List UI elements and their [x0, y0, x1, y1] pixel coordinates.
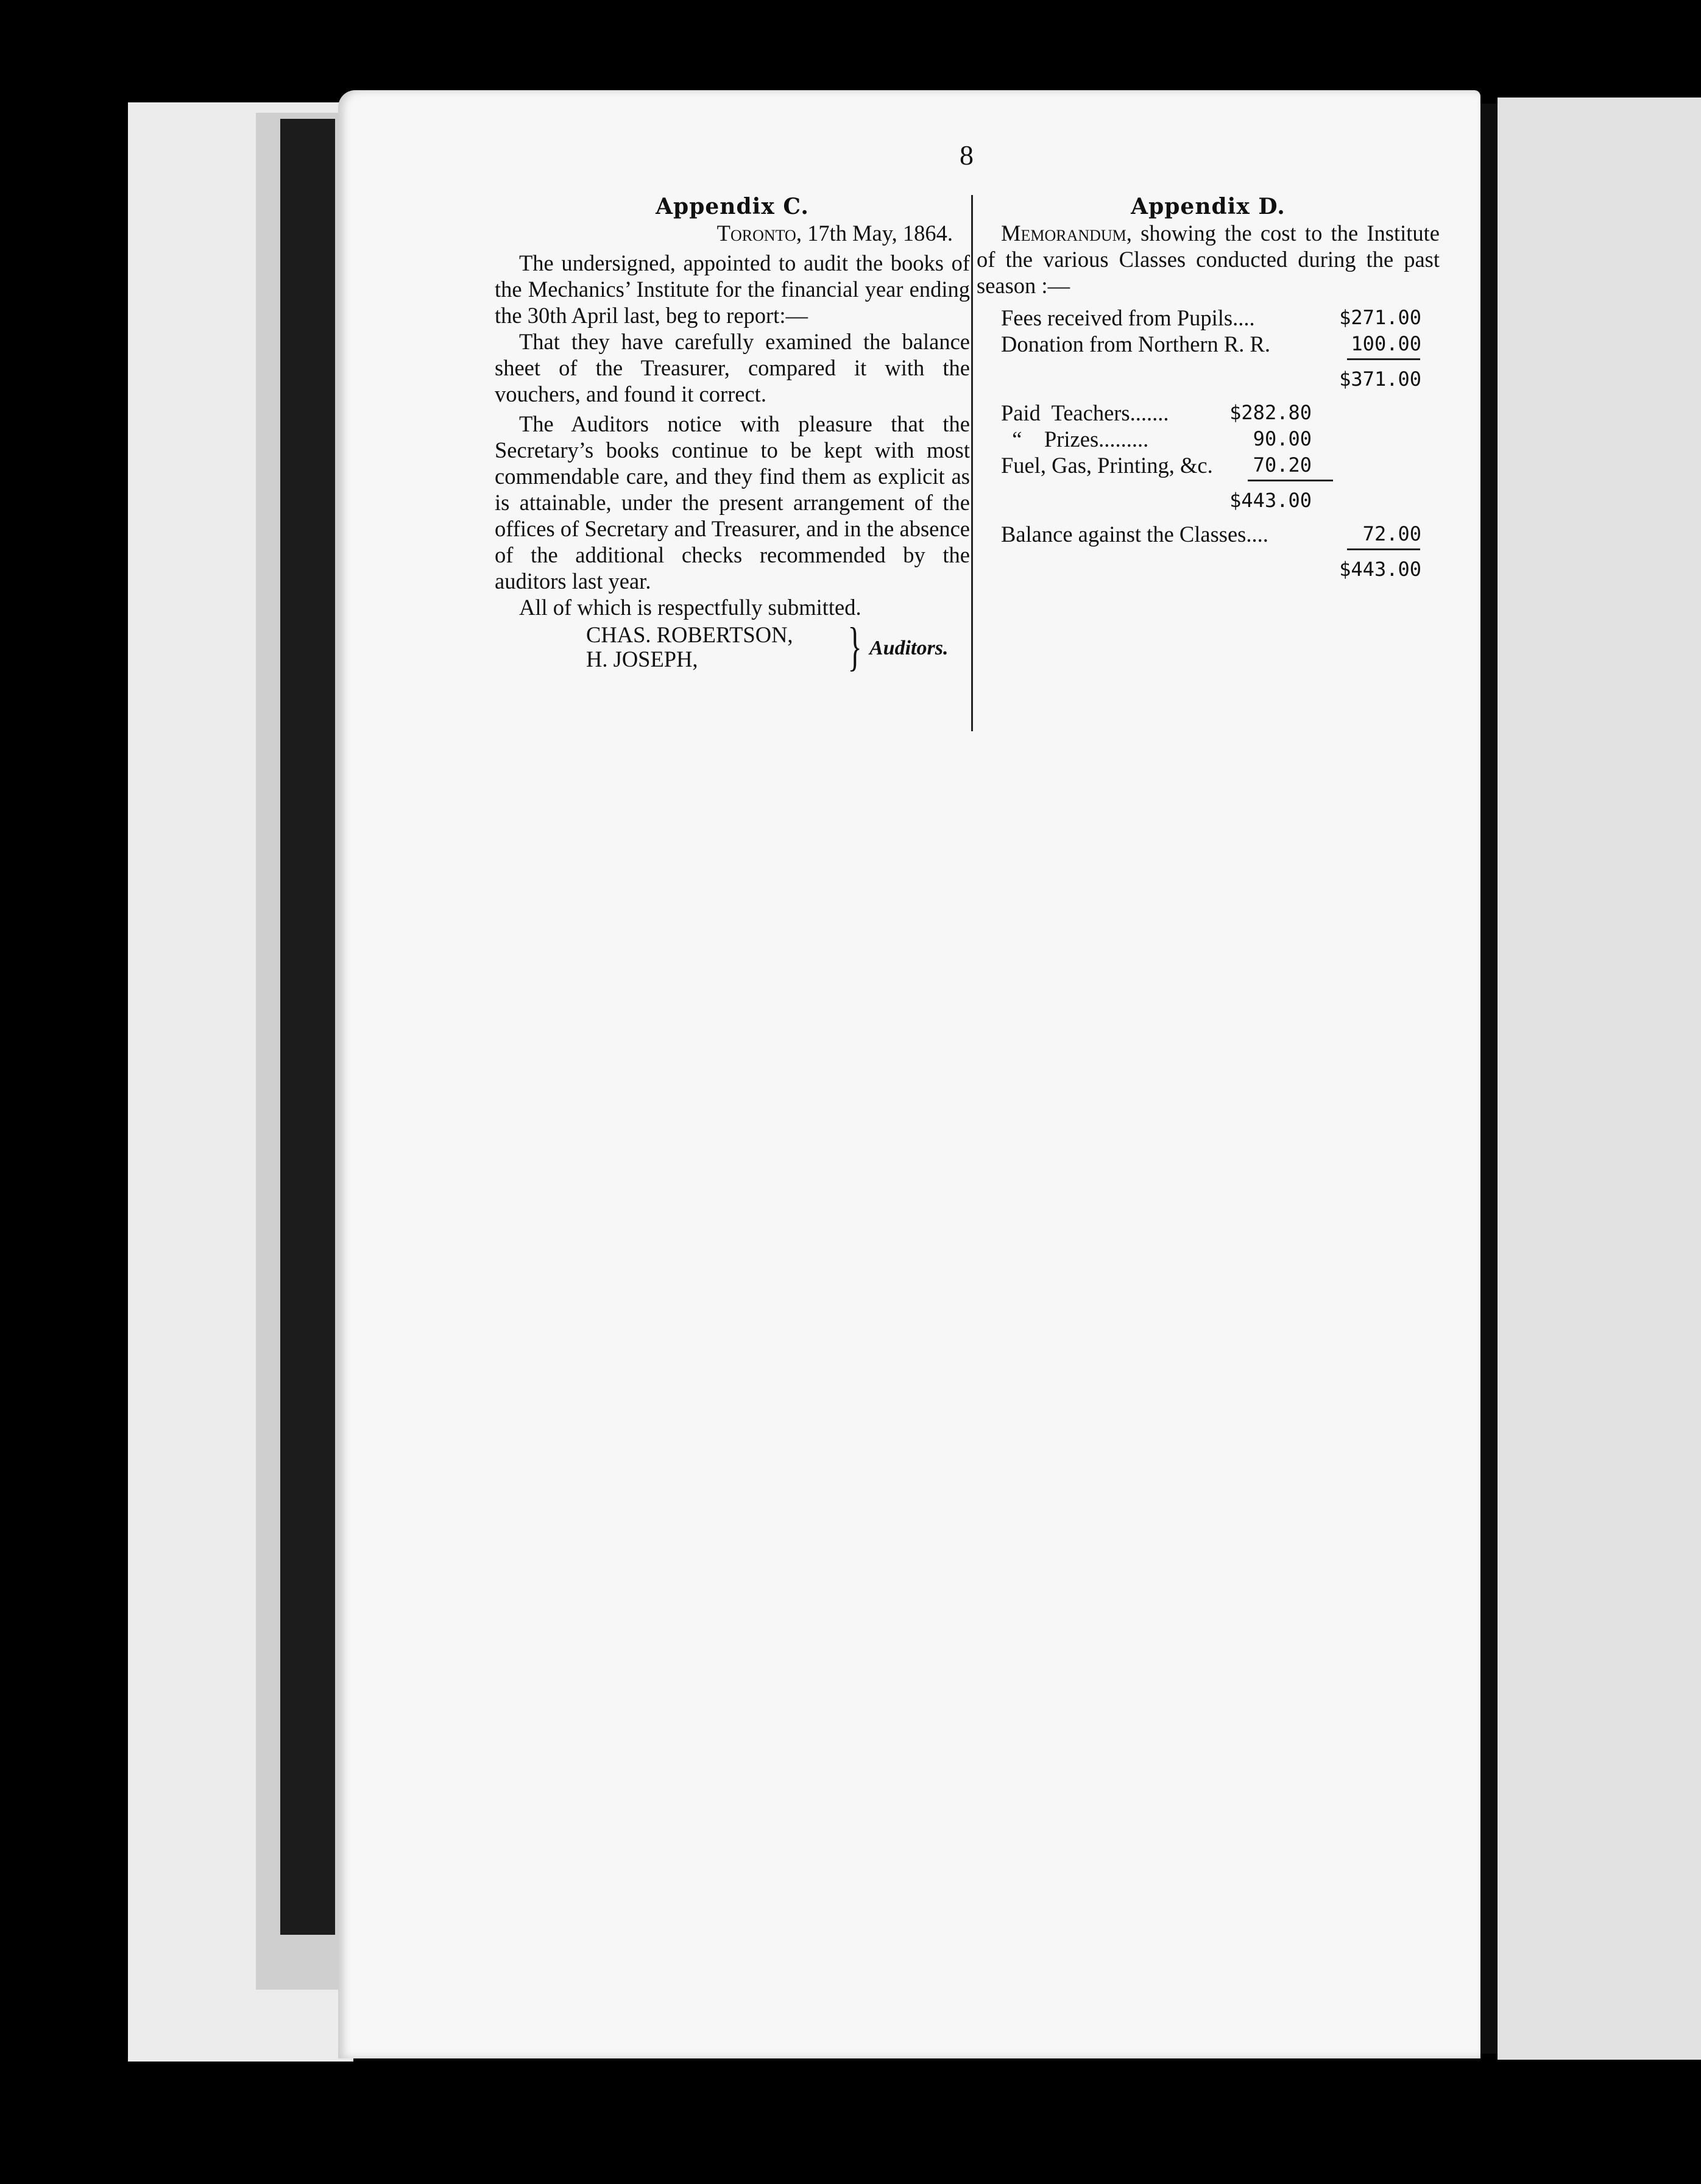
balance-label: Balance against the Classes.... [1001, 522, 1268, 547]
expenses-total-row [977, 488, 1440, 514]
signatory-1: CHAS. ROBERTSON, [586, 622, 793, 647]
memorandum-text: , showing the cost to the Institute of the various Classes conducted during the past season :— [977, 221, 1440, 298]
ledger-label: Fuel, Gas, Printing, &c. [1001, 453, 1213, 478]
appendix-c [495, 194, 970, 676]
ledger-row [977, 305, 1440, 331]
auditors-label: Auditors. [869, 637, 949, 659]
grand-total: $443.00 [1339, 558, 1421, 581]
ledger-row [977, 452, 1440, 478]
appendix-c-heading: Appendix C. [656, 194, 809, 219]
paragraph-1: The undersigned, appointed to audit the books of the Mechanics’ Institute for the financial year ending the 30th April last, beg to report:— [495, 250, 970, 328]
balance-amount: 72.00 [1362, 522, 1421, 545]
ledger-amount: 100.00 [1351, 332, 1421, 355]
total-rule [1248, 480, 1333, 481]
appendix-d [977, 194, 1440, 583]
total-rule [1347, 358, 1420, 360]
facing-page [1498, 98, 1701, 2060]
dateline-date: , 17th May, 1864. [796, 221, 953, 246]
signature-block [495, 617, 970, 676]
signatory-2: H. JOSEPH, [586, 647, 698, 672]
page-edge-shadow [280, 119, 335, 1935]
ledger-label: Donation from Northern R. R. [1001, 332, 1270, 356]
ledger-row [977, 400, 1440, 426]
paragraph-3: The Auditors notice with pleasure that the Secretary’s books continue to be kept with most commendable care, and they find them as explicit as is attainable, under the present arrangement of the offices of Secretary and Treasurer, and in the absence of the additional checks recommended by the auditors last year. [495, 411, 970, 594]
memorandum-intro [977, 220, 1440, 299]
receipts-total-row [977, 366, 1440, 392]
grand-total-row [977, 556, 1440, 583]
dateline-place: Toronto [716, 221, 796, 246]
ledger-label: “ Prizes......... [1001, 427, 1149, 452]
balance-row [977, 521, 1440, 547]
paragraph-2: That they have carefully examined the balance sheet of the Treasurer, compared it with the vouchers, and found it correct. [495, 329, 970, 406]
column-divider [971, 195, 973, 731]
paragraph-4: All of which is respectfully submitted. [519, 595, 861, 620]
brace-glyph: } [847, 617, 862, 676]
total-rule [1347, 548, 1420, 550]
appendix-d-heading: Appendix D. [1131, 194, 1285, 219]
ledger-amount: $271.00 [1339, 306, 1421, 329]
ledger-label: Paid Teachers....... [1001, 400, 1169, 425]
expenses-total: $443.00 [1229, 489, 1312, 512]
ledger-amount: 70.20 [1253, 453, 1312, 477]
ledger-label: Fees received from Pupils.... [1001, 305, 1255, 330]
memorandum-caps: Memorandum [1001, 221, 1126, 246]
ledger-amount: $282.80 [1229, 401, 1312, 424]
ledger-amount: 90.00 [1253, 427, 1312, 450]
receipts-total: $371.00 [1339, 367, 1421, 391]
ledger-row [977, 331, 1440, 357]
page-number: 8 [960, 140, 974, 171]
ledger-row [977, 426, 1440, 452]
dateline [495, 220, 970, 246]
